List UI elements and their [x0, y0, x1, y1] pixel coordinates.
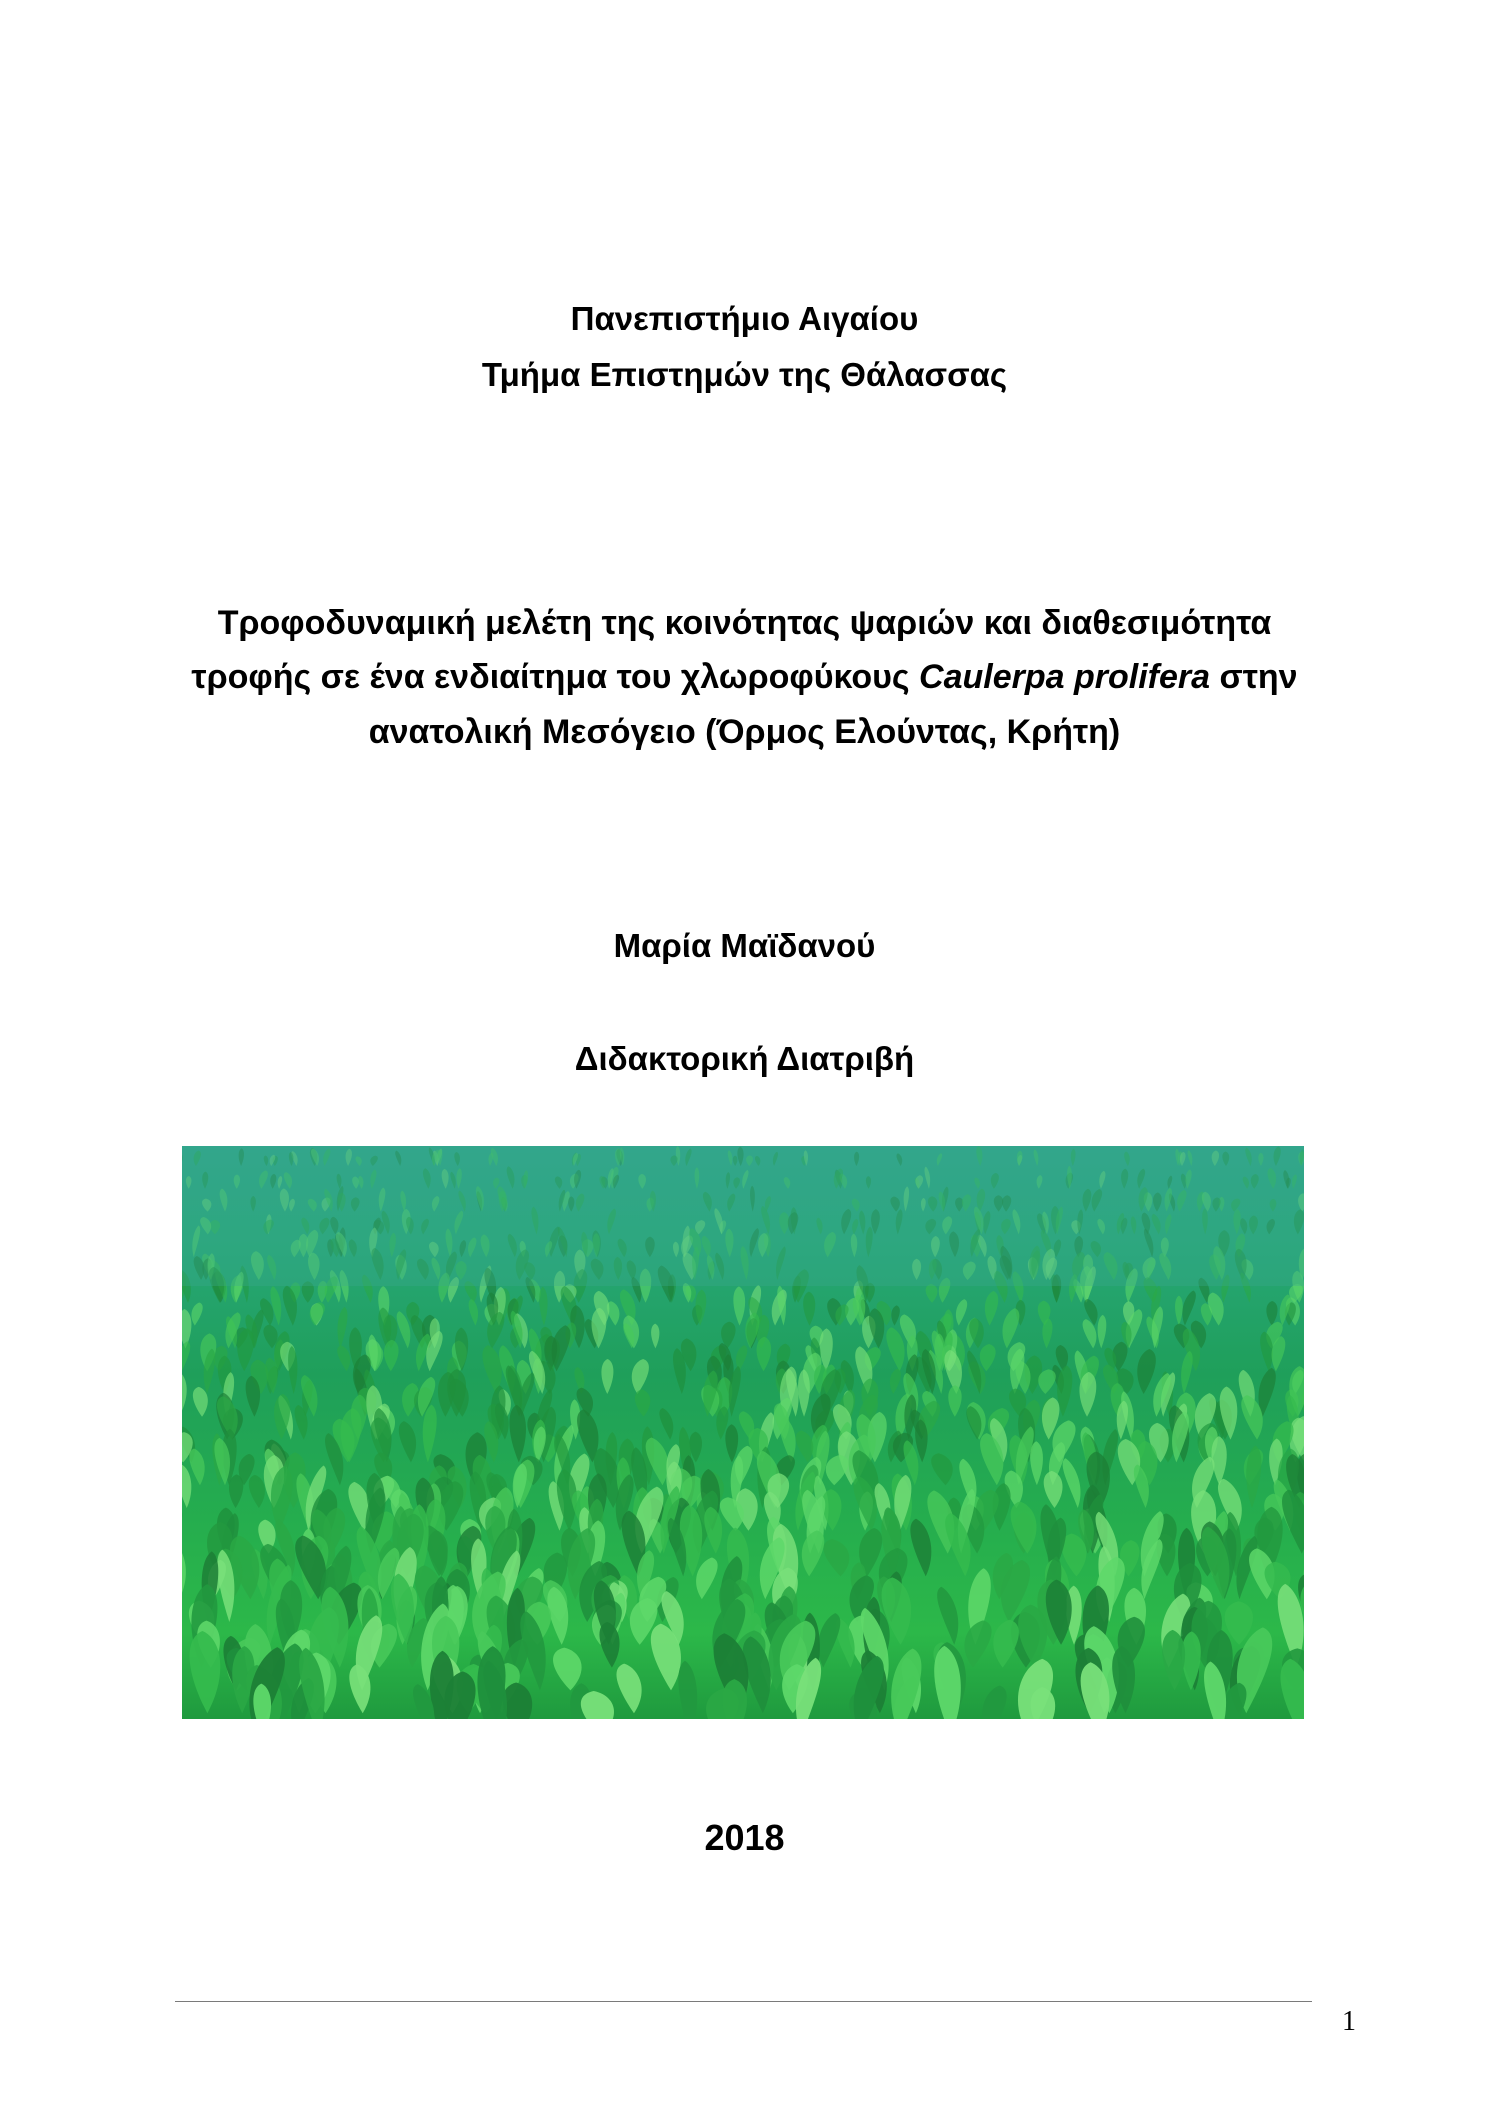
water-haze	[182, 1146, 1304, 1286]
seaweed-blade	[384, 1340, 399, 1371]
seaweed-blade	[1175, 1296, 1183, 1326]
seaweed-blade	[910, 1519, 931, 1577]
thesis-title-line-3: ανατολική Μεσόγειο (Όρμος Ελούντας, Κρήτη)	[368, 713, 1121, 751]
seaweed-blade	[189, 1449, 204, 1486]
seaweed-blade	[539, 1287, 547, 1326]
seaweed-blade	[1137, 1349, 1156, 1394]
seaweed-blade	[678, 1661, 697, 1719]
seaweed-blade	[1030, 1441, 1043, 1485]
thesis-title-line-1: Τροφοδυναμική μελέτη της κοινότητας ψαριών και διαθεσιμότητα	[217, 604, 1272, 642]
seaweed-blade	[651, 1324, 659, 1349]
seaweed-blade	[1182, 1291, 1195, 1326]
seaweed-blade	[616, 1664, 641, 1714]
seaweed-blade	[635, 1389, 650, 1416]
seaweed-blade	[399, 1421, 416, 1462]
seaweed-blade	[798, 1369, 810, 1417]
seaweed-blade	[1266, 1301, 1277, 1326]
seaweed-blade	[696, 1558, 718, 1600]
cover-photo-seagrass	[182, 1146, 1304, 1719]
seaweed-blade	[757, 1337, 772, 1371]
seaweed-blade	[823, 1539, 849, 1576]
footer-divider	[175, 2001, 1312, 2002]
seaweed-blade	[689, 1432, 702, 1463]
seaweed-blade	[956, 1299, 967, 1326]
thesis-title-line-2-start: τροφής σε ένα ενδιαίτημα του χλωροφύκους	[191, 658, 920, 696]
seaweed-blade	[886, 1327, 904, 1371]
seaweed-blade	[802, 1530, 824, 1576]
seaweed-blade	[249, 1475, 265, 1508]
seaweed-blade	[423, 1405, 437, 1463]
seaweed-blade	[182, 1465, 191, 1508]
seaweed-blade	[1098, 1315, 1107, 1348]
seaweed-blade	[469, 1299, 478, 1326]
seaweed-blade	[513, 1463, 527, 1508]
seaweed-blade	[274, 1394, 290, 1440]
seaweed-blade	[733, 1286, 745, 1325]
seaweed-blade	[937, 1587, 958, 1645]
seaweed-blade	[509, 1405, 526, 1462]
seaweed-blade	[182, 1540, 186, 1599]
seaweed-blade	[826, 1455, 849, 1485]
department-name: Τμήμα Επιστημών της Θάλασσας	[481, 356, 1008, 393]
seaweed-blade	[1258, 1368, 1275, 1417]
seaweed-blade	[1181, 1351, 1193, 1394]
seaweed-blade	[229, 1474, 243, 1508]
seaweed-blade	[931, 1453, 953, 1485]
seaweed-blade	[1079, 1372, 1096, 1417]
seaweed-blade	[796, 1431, 814, 1463]
seaweed-blade	[1011, 1502, 1037, 1554]
document-type: Διδακτορική Διατριβή	[574, 1040, 915, 1077]
seaweed-blade	[1063, 1458, 1081, 1508]
species-name: Caulerpa prolifera	[919, 658, 1211, 696]
seaweed-blade	[553, 1648, 582, 1691]
seaweed-blade	[818, 1613, 840, 1668]
seaweed-blade	[1280, 1659, 1304, 1719]
seaweed-blade	[1002, 1308, 1019, 1348]
seaweed-blade	[191, 1302, 202, 1325]
page-number: 1	[1342, 2006, 1356, 2037]
seaweed-blade	[337, 1345, 350, 1371]
seaweed-blade	[1162, 1630, 1185, 1690]
seaweed-blade	[337, 1307, 347, 1348]
author-name: Μαρία Μαϊδανού	[613, 927, 876, 964]
seaweed-blade	[182, 1341, 190, 1371]
seaweed-blade	[581, 1691, 614, 1719]
seaweed-blade	[980, 1344, 996, 1371]
thesis-title-line-2	[0, 655, 1489, 699]
seaweed-blade	[288, 1346, 297, 1394]
seaweed-blade	[803, 1292, 815, 1326]
seaweed-blade	[704, 1507, 722, 1554]
seaweed-blade	[948, 1385, 961, 1416]
seaweed-blade	[503, 1682, 532, 1719]
seaweed-blade	[193, 1387, 208, 1417]
thesis-title-line-2-end: στην	[1210, 658, 1298, 696]
seaweed-blade	[982, 1686, 1006, 1719]
seaweed-blade	[964, 1620, 991, 1667]
seaweed-blade	[993, 1620, 1019, 1668]
university-name: Πανεπιστήμιο Αιγαίου	[570, 300, 919, 337]
seaweed-blade	[985, 1291, 998, 1326]
seaweed-blade	[659, 1408, 673, 1440]
seaweed-blade	[601, 1359, 613, 1394]
seaweed-blade	[182, 1370, 187, 1416]
year: 2018	[704, 1817, 785, 1858]
seaweed-blade	[926, 1284, 938, 1303]
seaweed-blade	[1044, 1471, 1063, 1508]
seaweed-blade	[310, 1302, 325, 1325]
seaweed-blade	[890, 1369, 901, 1394]
seaweed-blade	[725, 1424, 738, 1462]
seaweed-blade	[632, 1359, 649, 1394]
seaweed-blade	[745, 1313, 759, 1349]
seaweed-blade	[891, 1305, 899, 1325]
